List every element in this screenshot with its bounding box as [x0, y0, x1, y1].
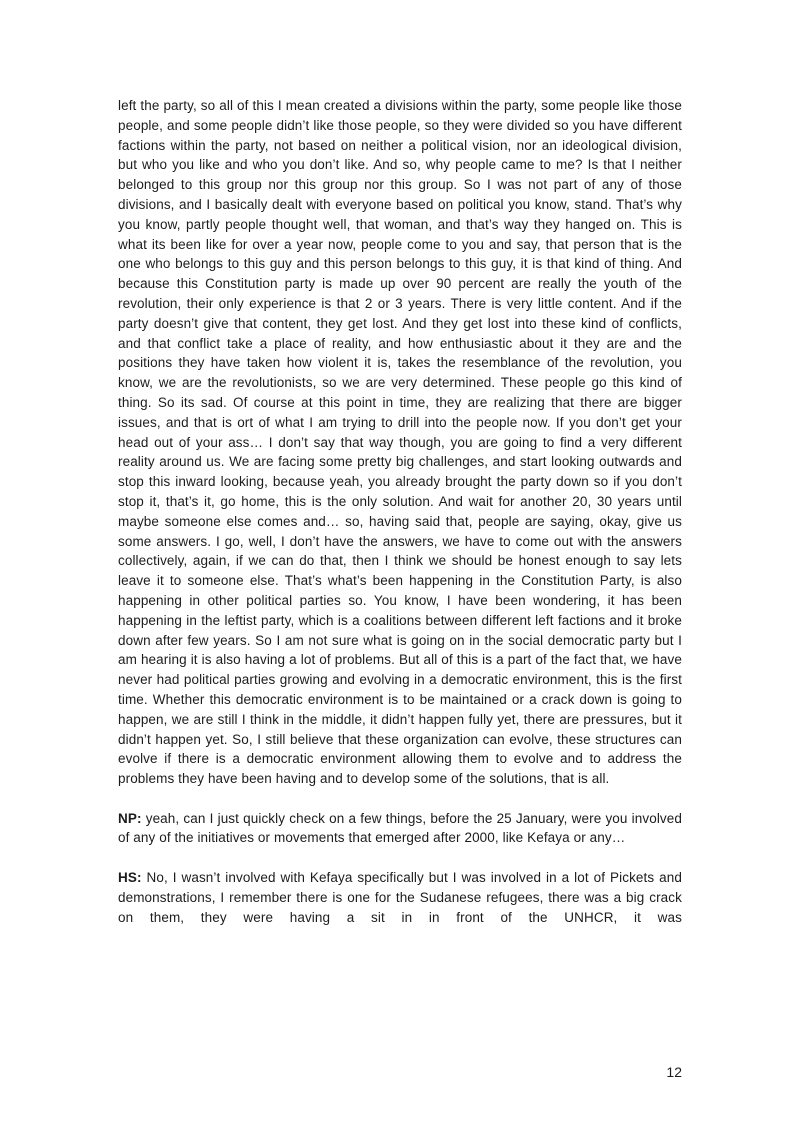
speaker-label-hs: HS:: [118, 870, 142, 886]
paragraph-text: No, I wasn’t involved with Kefaya specifically but I was involved in a lot of Pickets and demonstrations, I remember there is one for the Sudanese refugees, there was a big crack on them, they were having a sit in in front of the UNHCR, it was: [118, 870, 682, 925]
paragraph-text: left the party, so all of this I mean created a divisions within the party, some people like those people, and some people didn’t like those people, so they were divided so you have different factions within the party, not based on neither a political vision, nor an ideological division, but who you like and who you don’t like. And so, why people came to me? Is that I neither belonged to this group nor this group nor this group. So I was not part of any of those divisions, and I basically dealt with everyone based on political you know, stand. That’s why you know, partly people thought well, that woman, and that’s way they hanged on. This is what its been like for over a year now, people come to you and say, that person that is the one who belongs to this guy and this person belongs to this guy, it is that kind of thing. And because this Constitution party is made up over 90 percent are really the youth of the revolution, their only experience is that 2 or 3 years. There is very little content. And if the party doesn’t give that content, they get lost. And they get lost into these kind of conflicts, and that conflict take a place of reality, and how enthusiastic about it they are and the positions they have taken how violent it is, takes the resemblance of the revolution, you know, we are the revolutionists, so we are very determined. These people go this kind of thing. So its sad. Of course at this point in time, they are realizing that there are bigger issues, and that is ort of what I am trying to drill into the people now. If you don’t get your head out of your ass… I don’t say that way though, you are going to find a very different reality around us. We are facing some pretty big challenges, and start looking outwards and stop this inward looking, because yeah, you already brought the party down so if you don’t stop it, that’s it, go home, this is the only solution. And wait for another 20, 30 years until maybe someone else comes and… so, having said that, people are saying, okay, give us some answers. I go, well, I don’t have the answers, we have to come out with the answers collectively, again, if we can do that, then I think we should be honest enough to say lets leave it to someone else. That’s what’s been happening in the Constitution Party, is also happening in other political parties so. You know, I have been wondering, it has been happening in the leftist party, which is a coalitions between different left factions and it broke down after few years. So I am not sure what is going on in the social democratic party but I am hearing it is also having a lot of problems. But all of this is a part of the fact that, we have never had political parties growing and evolving in a democratic environment, this is the first time. Whether this democratic environment is to be maintained or a crack down is going to happen, we are still I think in the middle, it didn’t happen fully yet, there are pressures, but it didn’t happen yet. So, I still believe that these organization can evolve, these structures can evolve if there is a democratic environment allowing them to evolve and to address the problems they have been having and to develop some of the solutions, that is all.: [118, 98, 682, 787]
transcript-paragraph: [118, 96, 682, 789]
transcript-paragraph: [118, 809, 682, 849]
speaker-label-np: NP:: [118, 810, 142, 826]
transcript-paragraph: [118, 868, 682, 927]
page-number: 12: [666, 1064, 682, 1080]
paragraph-text: yeah, can I just quickly check on a few things, before the 25 January, were you involved of any of the initiatives or movements that emerged after 2000, like Kefaya or any…: [118, 810, 682, 846]
transcript-text-block: [118, 96, 682, 927]
